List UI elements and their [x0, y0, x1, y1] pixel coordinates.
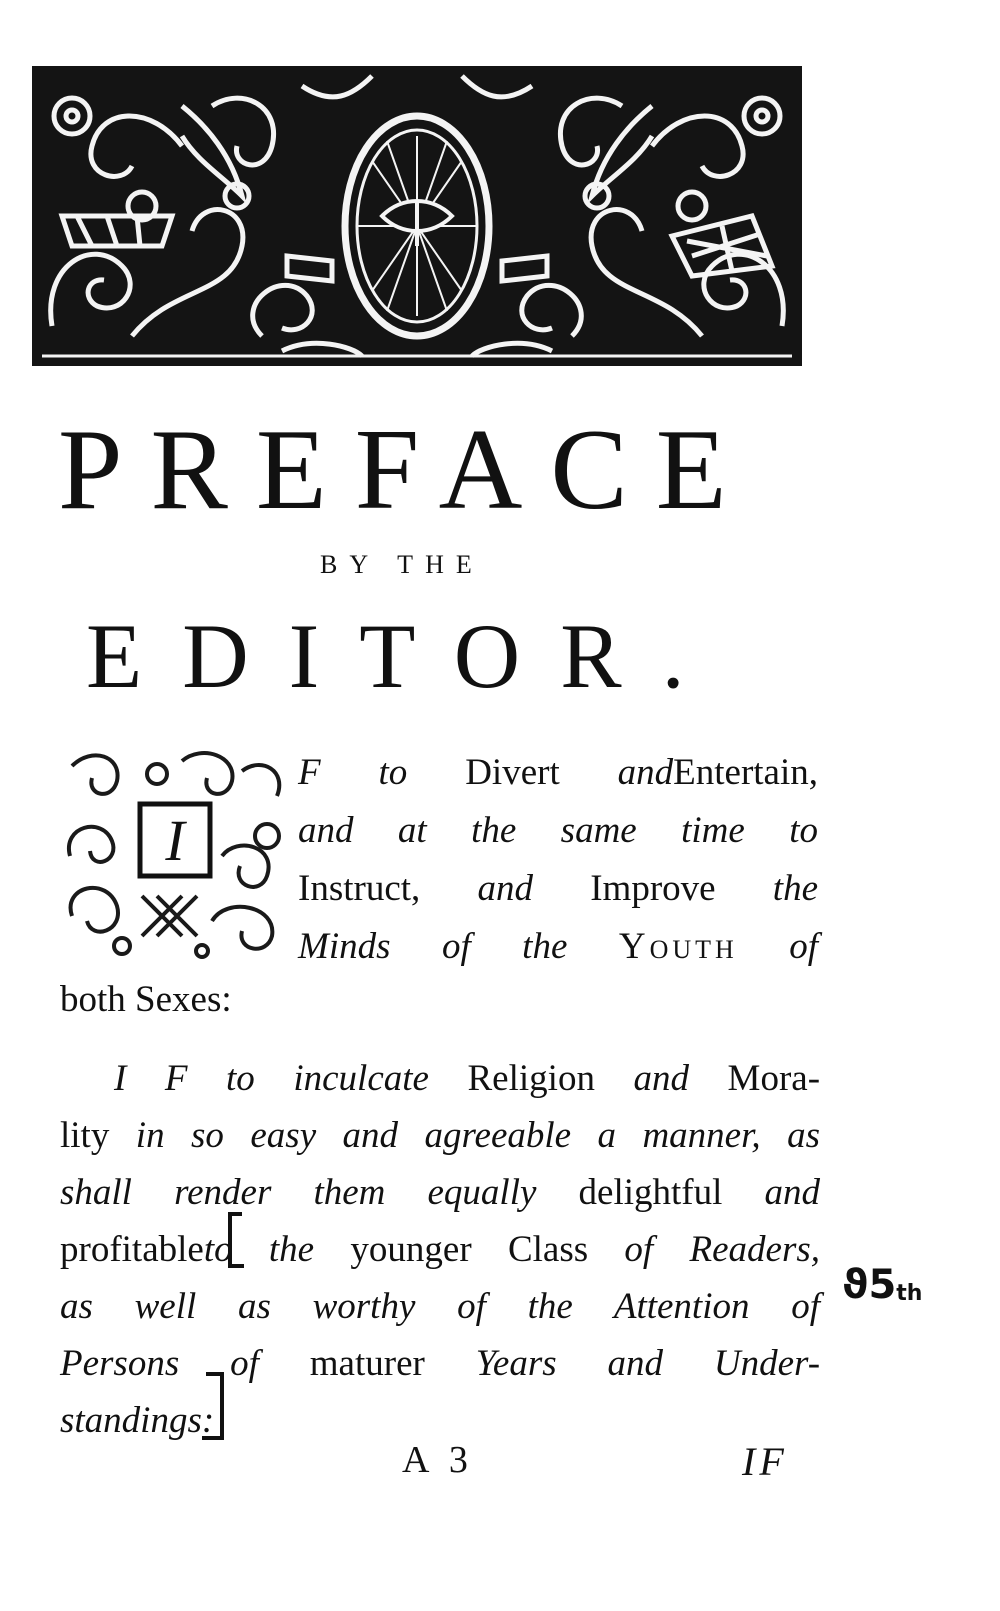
paragraph-2-line-4 [60, 1221, 820, 1278]
text-italic: of [789, 926, 819, 967]
text-roman: Divert [465, 752, 560, 793]
text-roman: Improve [590, 868, 716, 909]
text-italic: and [477, 868, 533, 909]
signature-mark: A 3 [402, 1439, 474, 1481]
paragraph-1-line-1 [298, 744, 818, 802]
paragraph-1 [298, 744, 818, 976]
subtitle-editor: EDITOR. [86, 605, 725, 707]
paragraph-2-line-6 [60, 1335, 820, 1392]
text-italic: and [617, 752, 674, 793]
catchword: IF [742, 1439, 788, 1484]
text-italic: Minds of the [298, 926, 568, 967]
page-title: PREFACE [58, 406, 755, 534]
margin-note-mark: ϑ [842, 1262, 869, 1308]
paragraph-2-line-5 [60, 1278, 820, 1335]
initial-letter: I [165, 808, 185, 873]
paragraph-1-line-2 [298, 802, 818, 860]
text-italic: the [772, 868, 818, 909]
text-roman: Instruct, [298, 868, 421, 909]
paragraph-2-line-2 [60, 1107, 820, 1164]
text-italic: and [633, 1058, 689, 1099]
handwritten-bracket-open-icon [224, 1210, 248, 1270]
text-roman: lity [60, 1115, 110, 1156]
margin-note-suffix: th [896, 1281, 923, 1306]
decorated-initial [62, 746, 290, 960]
text-italic: shall render them equally [60, 1172, 537, 1213]
text-roman: delightful [578, 1172, 723, 1213]
text-italic: as [787, 1115, 821, 1156]
text-italic: to the [203, 1229, 315, 1270]
text-roman: younger Class [350, 1229, 589, 1270]
paragraph-1-line-3 [298, 860, 818, 918]
paragraph-2 [60, 1050, 820, 1449]
handwritten-margin-note [842, 1262, 922, 1308]
margin-note-number: 5 [868, 1262, 897, 1308]
text-italic: Persons of [60, 1343, 259, 1384]
headpiece-ornament [32, 66, 802, 366]
text-roman: Entertain, [673, 752, 818, 793]
subtitle-by-the: BY THE [320, 550, 484, 579]
text-roman: Mora- [727, 1058, 821, 1099]
text-italic: F to [298, 752, 408, 793]
paragraph-2-line-3 [60, 1164, 820, 1221]
text-small-caps: Youth [618, 926, 738, 967]
paragraph-1-tail: both Sexes: [60, 979, 232, 1020]
text-italic: of Readers, [624, 1229, 820, 1270]
text-roman: Religion [467, 1058, 595, 1099]
text-italic: Years and Under- [475, 1343, 821, 1384]
text-italic: as well as worthy of the Attention of [60, 1286, 820, 1327]
paragraph-2-line-1 [60, 1050, 820, 1107]
handwritten-bracket-close-icon [198, 1368, 232, 1444]
text-italic: and at the same time to [298, 810, 818, 851]
text-roman: profitable [60, 1229, 204, 1270]
text-roman: maturer [309, 1343, 425, 1384]
text-italic: I F to inculcate [114, 1058, 429, 1099]
text-italic: standings: [60, 1400, 215, 1441]
text-italic: in so easy and agreeable a manner, [135, 1115, 761, 1156]
text-italic: and [764, 1172, 821, 1213]
paragraph-1-line-4 [298, 918, 818, 976]
